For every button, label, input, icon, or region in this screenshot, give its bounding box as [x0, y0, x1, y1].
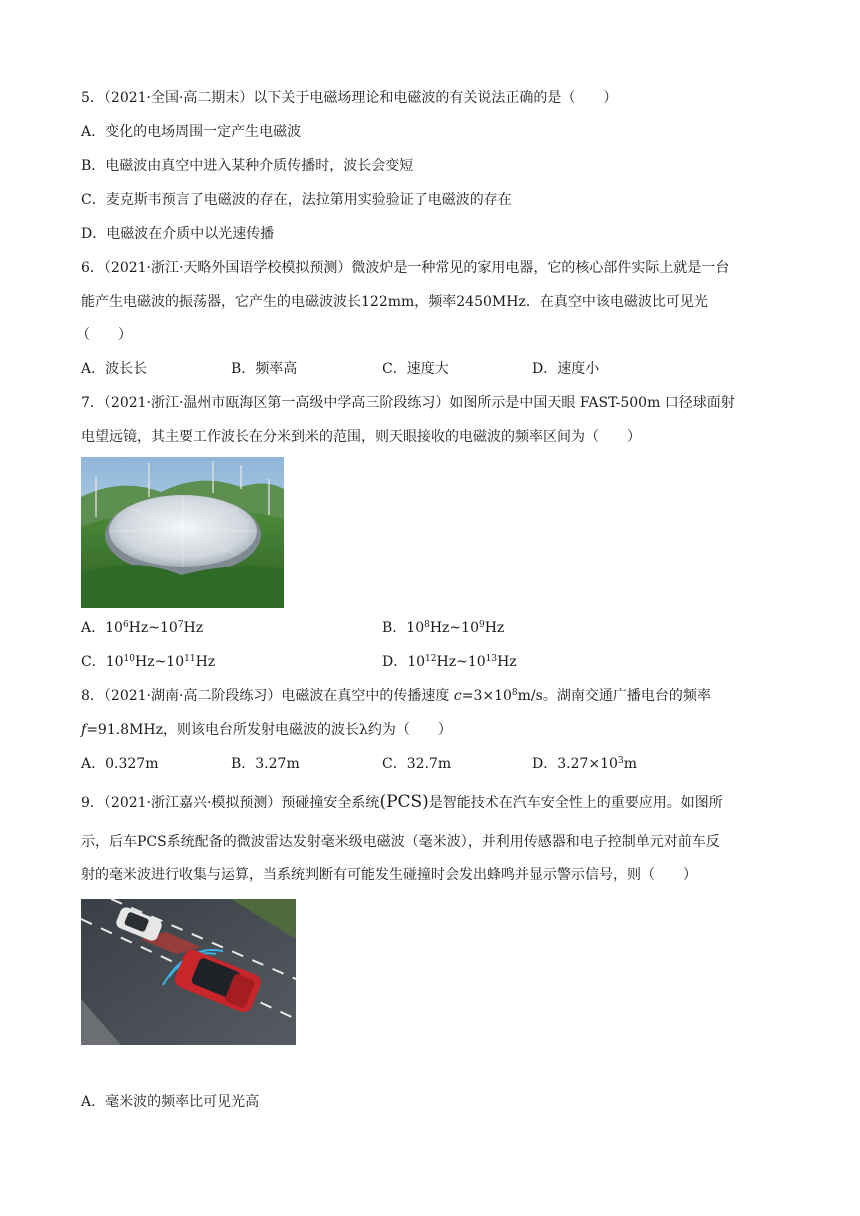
q8-option-b: B．3.27m [231, 756, 300, 772]
q5-option-a: A．变化的电场周围一定产生电磁波 [81, 124, 302, 140]
q7-stem-line1: 7．（2021·浙江·温州市瓯海区第一高级中学高三阶段练习）如图所示是中国天眼 FAST-500m 口径球面射 [81, 395, 735, 411]
q5-option-c: C．麦克斯韦预言了电磁波的存在，法拉第用实验验证了电磁波的存在 [81, 192, 512, 208]
q6-option-d: D．速度小 [532, 361, 600, 377]
fast-telescope-illustration [81, 457, 284, 608]
car-radar-image [81, 899, 296, 1045]
q6-option-a: A．波长长 [81, 361, 148, 377]
car-radar-illustration [81, 899, 296, 1045]
q8-option-c: C．32.7m [382, 756, 452, 772]
q7-option-a: A．$10^6Hz\sim 10^7Hz$ [81, 620, 204, 636]
q6-option-b: B．频率高 [231, 361, 298, 377]
q7-option-c: C．$10^{10}Hz\sim 10^{11}Hz$ [81, 654, 216, 670]
q8-stem-line1: 8．（2021·湖南·高二阶段练习）电磁波在真空中的传播速度 $c=3\times 10^8m/s$。湖南交通广播电台的频率 [81, 688, 711, 704]
q6-stem-line1: 6．（2021·浙江·天略外国语学校模拟预测）微波炉是一种常见的家用电器，它的核心部件实际上就是一台 [81, 260, 730, 276]
q6-option-c: C．速度大 [382, 361, 449, 377]
q8-option-d: D．$3.27\times 10^3m$ [532, 756, 637, 772]
q9-option-a: A．毫米波的频率比可见光高 [81, 1094, 260, 1110]
q5-option-b: B．电磁波由真空中进入某种介质传播时，波长会变短 [81, 158, 414, 174]
q9-stem-line1: 9．（2021·浙江嘉兴·模拟预测）预碰撞安全系统(PCS)是智能技术在汽车安全性上的重要应用。如图所 [81, 792, 723, 812]
q8-stem-line2: f=91.8MHz，则该电台所发射电磁波的波长λ约为（ ） [81, 722, 452, 738]
fast-telescope-image [81, 457, 284, 608]
q8-option-a: A．0.327m [81, 756, 159, 772]
q7-stem-line2: 电望远镜，其主要工作波长在分米到米的范围，则天眼接收的电磁波的频率区间为（ ） [81, 429, 641, 445]
q5-stem: 5．（2021·全国·高二期末）以下关于电磁场理论和电磁波的有关说法正确的是（ ） [81, 90, 618, 106]
q9-stem-line3: 射的毫米波进行收集与运算，当系统判断有可能发生碰撞时会发出蜂鸣并显示警示信号，则（ ） [81, 867, 697, 883]
q6-stem-line3: （ ） [76, 327, 132, 343]
q5-option-d: D．电磁波在介质中以光速传播 [81, 226, 275, 242]
q7-option-d: D．$10^{12}Hz\sim 10^{13}Hz$ [382, 654, 517, 670]
q6-stem-line2: 能产生电磁波的振荡器，它产生的电磁波波长122mm，频率2450MHz．在真空中该电磁波比可见光 [81, 294, 708, 310]
q7-option-b: B．$10^8Hz\sim 10^9Hz$ [382, 620, 505, 636]
q9-stem-line2: 示，后车PCS系统配备的微波雷达发射毫米级电磁波（毫米波），并利用传感器和电子控制单元对前车反 [81, 834, 720, 850]
